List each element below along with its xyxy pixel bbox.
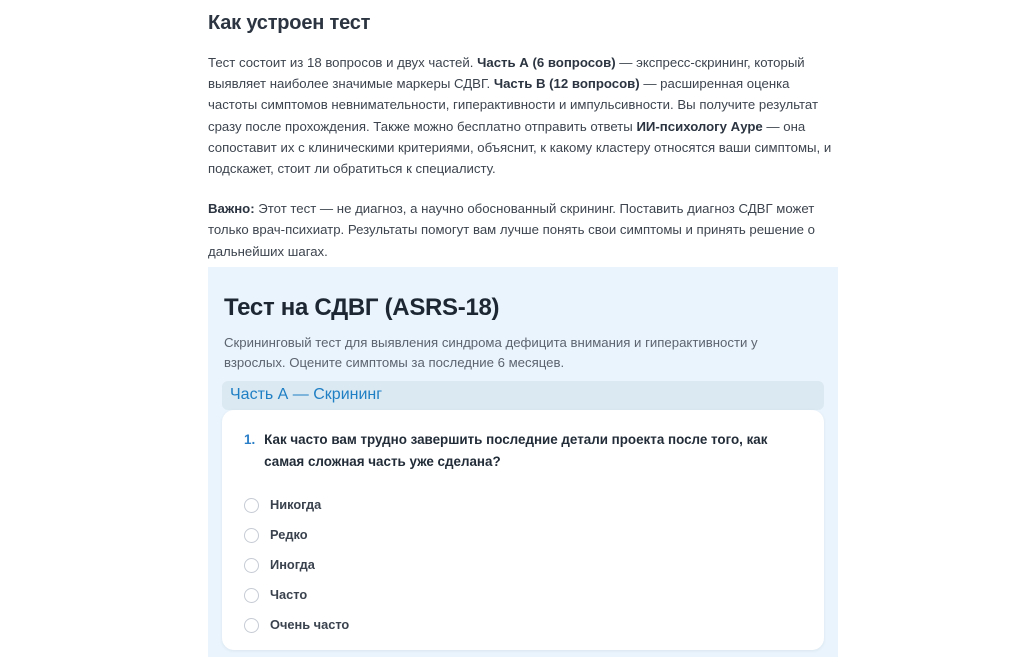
question-text: Как часто вам трудно завершить последние детали проекта после того, как самая сложная часть уже сделана?: [264, 432, 768, 469]
page-title: Как устроен тест: [208, 12, 371, 34]
article-section: [208, 0, 840, 262]
paragraph2-segment-1: Этот тест — не диагноз, а научно обоснованный скрининг. Поставить диагноз СДВГ может только врач-психиатр. Результаты помогут вам лучше понять свои симптомы и принять решение о дальнейших шагах.: [208, 201, 815, 259]
article-paragraph-2: [208, 198, 840, 262]
paragraph1-segment-1: Тест состоит из 18 вопросов и двух частей.: [208, 55, 478, 70]
test-subtitle: Скрининговый тест для выявления синдрома дефицита внимания и гиперактивности у взрослых. Оцените симптомы за последние 6 месяцев.: [224, 335, 758, 370]
question-header: [244, 429, 802, 472]
paragraph1-segment-3: — расширенная оценка частоты симптомов невнимательности, гиперактивности и импульсивности. Вы получите результат сразу после прохождения. Также можно бесплатно отправить ответы: [208, 76, 819, 134]
paragraph2-bold-important: Важно:: [208, 201, 255, 217]
radio-circle-icon[interactable]: [244, 558, 259, 573]
test-title: Тест на СДВГ (ASRS-18): [224, 294, 500, 321]
question-card: [222, 410, 824, 650]
question-number: 1.: [244, 432, 256, 447]
paragraph1-bold-part-a: Часть А (6 вопросов): [477, 55, 616, 70]
answer-option-often[interactable]: [244, 580, 802, 610]
radio-circle-icon[interactable]: [244, 588, 259, 603]
answer-option-label: Редко: [270, 527, 308, 542]
answer-option-label: Никогда: [270, 497, 322, 512]
answer-option-very-often[interactable]: [244, 610, 802, 640]
answer-option-label: Часто: [270, 587, 308, 602]
answer-options-list: [244, 490, 802, 640]
radio-circle-icon[interactable]: [244, 618, 259, 633]
paragraph1-segment-2: — экспресс-скрининг, который выявляет наиболее значимые маркеры СДВГ.: [208, 55, 805, 92]
radio-circle-icon[interactable]: [244, 498, 259, 513]
answer-option-never[interactable]: [244, 490, 802, 520]
part-section-badge: Часть А — Скрининг: [222, 381, 824, 410]
paragraph1-bold-ai-psychologist: ИИ-психологу Ауре: [636, 118, 763, 134]
answer-option-sometimes[interactable]: [244, 550, 802, 580]
answer-option-label: Иногда: [270, 557, 315, 572]
paragraph1-segment-4: — она сопоставит их с клиническими критериями, объяснит, к какому кластеру относятся ваши симптомы, и подскажет, стоит ли обратиться к специалисту.: [208, 118, 832, 177]
answer-option-rarely[interactable]: [244, 520, 802, 550]
paragraph1-bold-part-b: Часть В (12 вопросов): [493, 76, 640, 92]
article-paragraph-1: [208, 52, 840, 179]
radio-circle-icon[interactable]: [244, 528, 259, 543]
test-card-header: [208, 267, 838, 410]
answer-option-label: Очень часто: [270, 617, 350, 632]
